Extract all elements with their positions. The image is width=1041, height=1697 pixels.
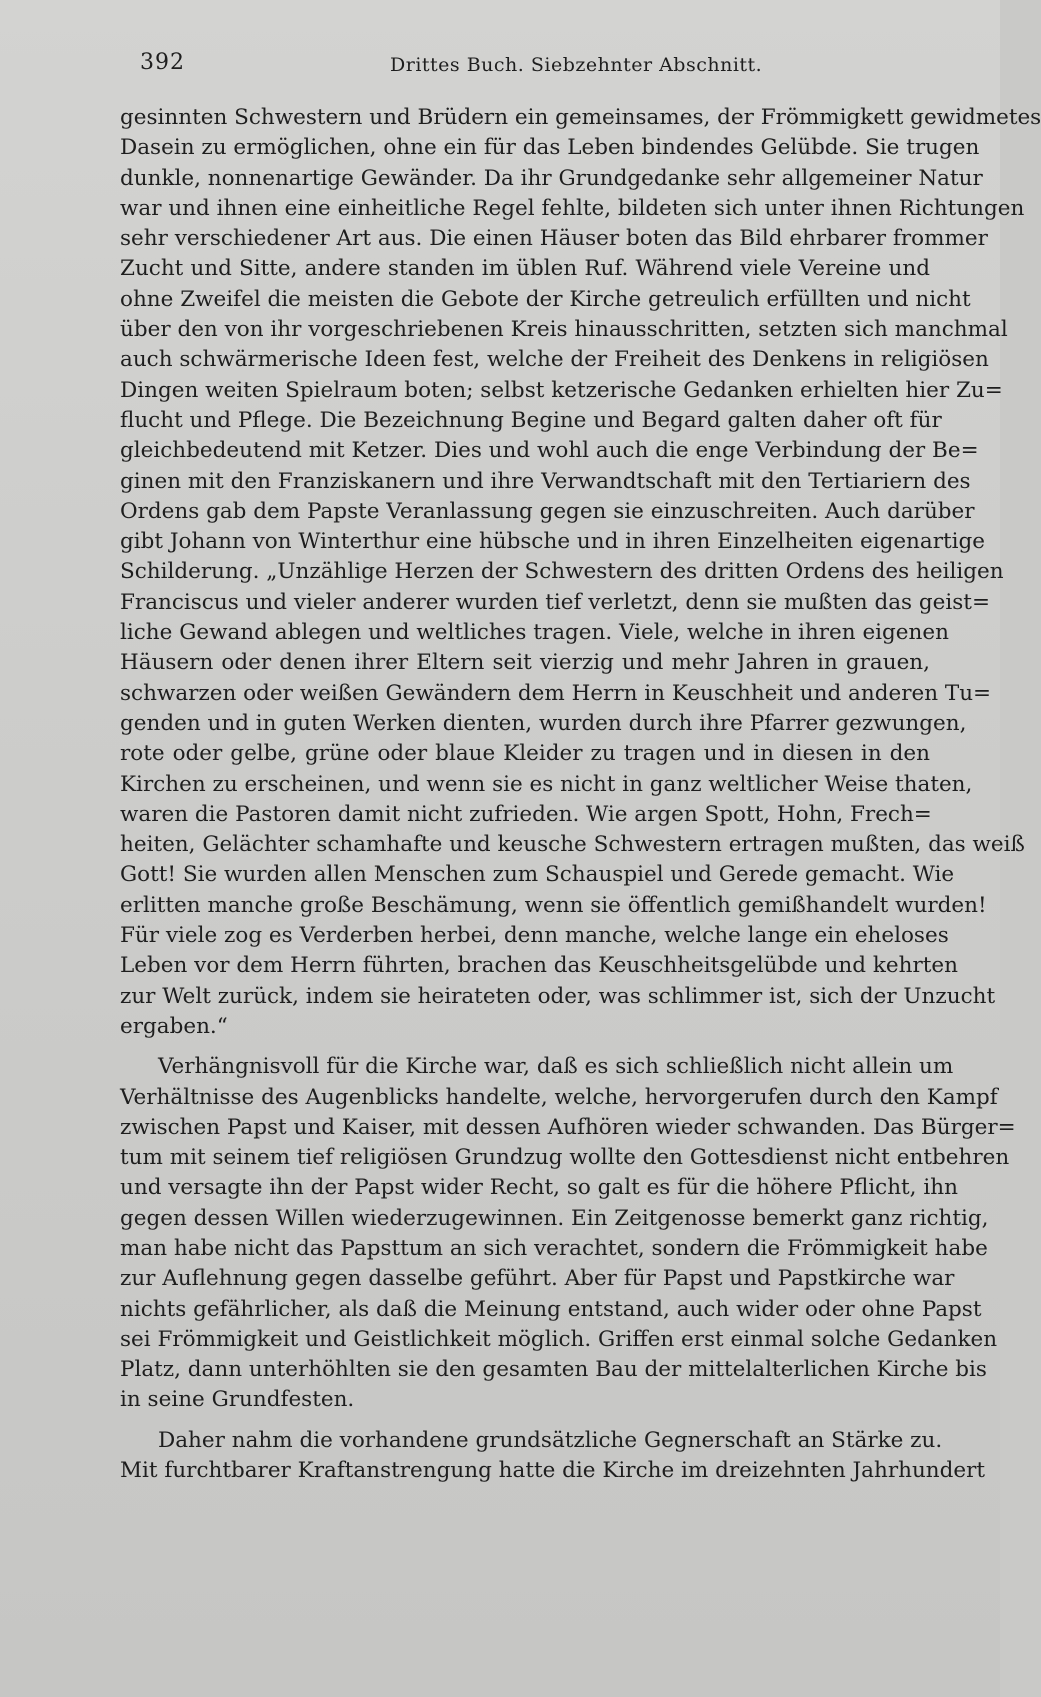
text-line: heiten, Gelächter schamhafte und keusche Schwestern ertragen mußten, das weiß [120,832,1025,858]
text-line: nichts gefährlicher, als daß die Meinung entstand, auch wider oder ohne Papst [120,1296,982,1322]
text-line: auch schwärmerische Ideen fest, welche der Freiheit des Denkens in religiösen [120,347,989,373]
text-line: war und ihnen eine einheitliche Regel fehlte, bildeten sich unter ihnen Richtungen [120,195,1025,221]
text-line: sei Frömmigkeit und Geistlichkeit möglich. Griffen erst einmal solche Gedanken [120,1326,998,1352]
text-line: Ordens gab dem Papste Veranlassung gegen sie einzuschreiten. Auch darüber [120,498,975,524]
text-line: ginen mit den Franziskanern und ihre Verwandtschaft mit den Tertiariern des [120,468,971,494]
text-line: sehr verschiedener Art aus. Die einen Häuser boten das Bild ehrbarer frommer [120,226,988,252]
text-line: Daher nahm die vorhandene grundsätzliche Gegnerschaft an Stärke zu. [158,1427,943,1453]
text-line: über den von ihr vorgeschriebenen Kreis hinausschritten, setzten sich manchmal [120,317,1008,343]
paragraph [120,103,1041,1042]
text-line: Zucht und Sitte, andere standen im üblen Ruf. Während viele Vereine und [120,256,930,282]
text-line: Platz, dann unterhöhlten sie den gesamten Bau der mittelalterlichen Kirche bis [120,1357,987,1383]
text-line: und versagte ihn der Papst wider Recht, so galt es für die höhere Pflicht, ihn [120,1175,958,1201]
text-line: ohne Zweifel die meisten die Gebote der Kirche getreulich erfüllten und nicht [120,286,971,312]
text-line: erlitten manche große Beschämung, wenn sie öffentlich gemißhandelt wurden! [120,892,987,918]
text-line: gesinnten Schwestern und Brüdern ein gemeinsames, der Frömmigkett gewidmetes [120,105,1041,130]
text-line: dunkle, nonnenartige Gewänder. Da ihr Grundgedanke sehr allgemeiner Natur [120,165,983,191]
text-line: gibt Johann von Winterthur eine hübsche und in ihren Einzelheiten eigenartige [120,529,985,555]
body-text [120,103,1041,1486]
text-line: gleichbedeutend mit Ketzer. Dies und wohl auch die enge Verbindung der Be= [120,438,979,464]
text-line: schwarzen oder weißen Gewändern dem Herrn in Keuschheit und anderen Tu= [120,680,992,706]
text-line: rote oder gelbe, grüne oder blaue Kleider zu tragen und in diesen in den [120,741,930,767]
text-line: Verhältnisse des Augenblicks handelte, welche, hervorgerufen durch den Kampf [120,1084,998,1110]
paragraph [120,1052,1016,1416]
page-number: 392 [140,50,185,75]
text-line: Dingen weiten Spielraum boten; selbst ketzerische Gedanken erhielten hier Zu= [120,377,1003,403]
text-line: Leben vor dem Herrn führten, brachen das Keuschheitsgelübde und kehrten [120,953,958,979]
text-line: ergaben.“ [120,1013,228,1039]
text-line: Häusern oder denen ihrer Eltern seit vierzig und mehr Jahren in grauen, [120,650,930,676]
text-line: zur Welt zurück, indem sie heirateten oder, was schlimmer ist, sich der Unzucht [120,983,996,1009]
text-line: waren die Pastoren damit nicht zufrieden. Wie argen Spott, Hohn, Frech= [120,801,932,827]
text-line: flucht und Pflege. Die Bezeichnung Begine und Begard galten daher oft für [120,407,942,433]
paragraph-gap [120,1416,930,1426]
text-line: zwischen Papst und Kaiser, mit dessen Aufhören wieder schwanden. Das Bürger= [120,1114,1016,1140]
page-header [140,50,860,84]
text-line: Verhängnisvoll für die Kirche war, daß es sich schließlich nicht allein um [158,1054,954,1080]
text-line: Mit furchtbarer Kraftanstrengung hatte die Kirche im dreizehnten Jahrhundert [120,1458,986,1484]
text-line: genden und in guten Werken dienten, wurden durch ihre Pfarrer gezwungen, [120,710,967,736]
text-line: zur Auflehnung gegen dasselbe geführt. Aber für Papst und Papstkirche war [120,1266,955,1292]
text-line: gegen dessen Willen wiederzugewinnen. Ein Zeitgenosse bemerkt ganz richtig, [120,1205,989,1231]
text-line: man habe nicht das Papsttum an sich verachtet, sondern die Frömmigkeit habe [120,1235,988,1261]
running-head: Drittes Buch. Siebzehnter Abschnitt. [390,54,763,76]
text-line: in seine Grundfesten. [120,1387,355,1413]
text-line: Schilderung. „Unzählige Herzen der Schwestern des dritten Ordens des heiligen [120,559,1004,585]
text-line: Dasein zu ermöglichen, ohne ein für das Leben bindendes Gelübde. Sie trugen [120,135,980,161]
text-line: liche Gewand ablegen und weltliches tragen. Viele, welche in ihren eigenen [120,620,949,646]
paragraph [120,1426,986,1487]
paragraph-gap [120,1042,930,1052]
text-line: Franciscus und vieler anderer wurden tief verletzt, denn sie mußten das geist= [120,589,990,615]
text-line: Gott! Sie wurden allen Menschen zum Schauspiel und Gerede gemacht. Wie [120,862,955,888]
text-line: Für viele zog es Verderben herbei, denn manche, welche lange ein eheloses [120,923,949,949]
text-line: tum mit seinem tief religiösen Grundzug wollte den Gottesdienst nicht entbehren [120,1145,1010,1171]
text-line: Kirchen zu erscheinen, und wenn sie es nicht in ganz weltlicher Weise thaten, [120,771,973,797]
